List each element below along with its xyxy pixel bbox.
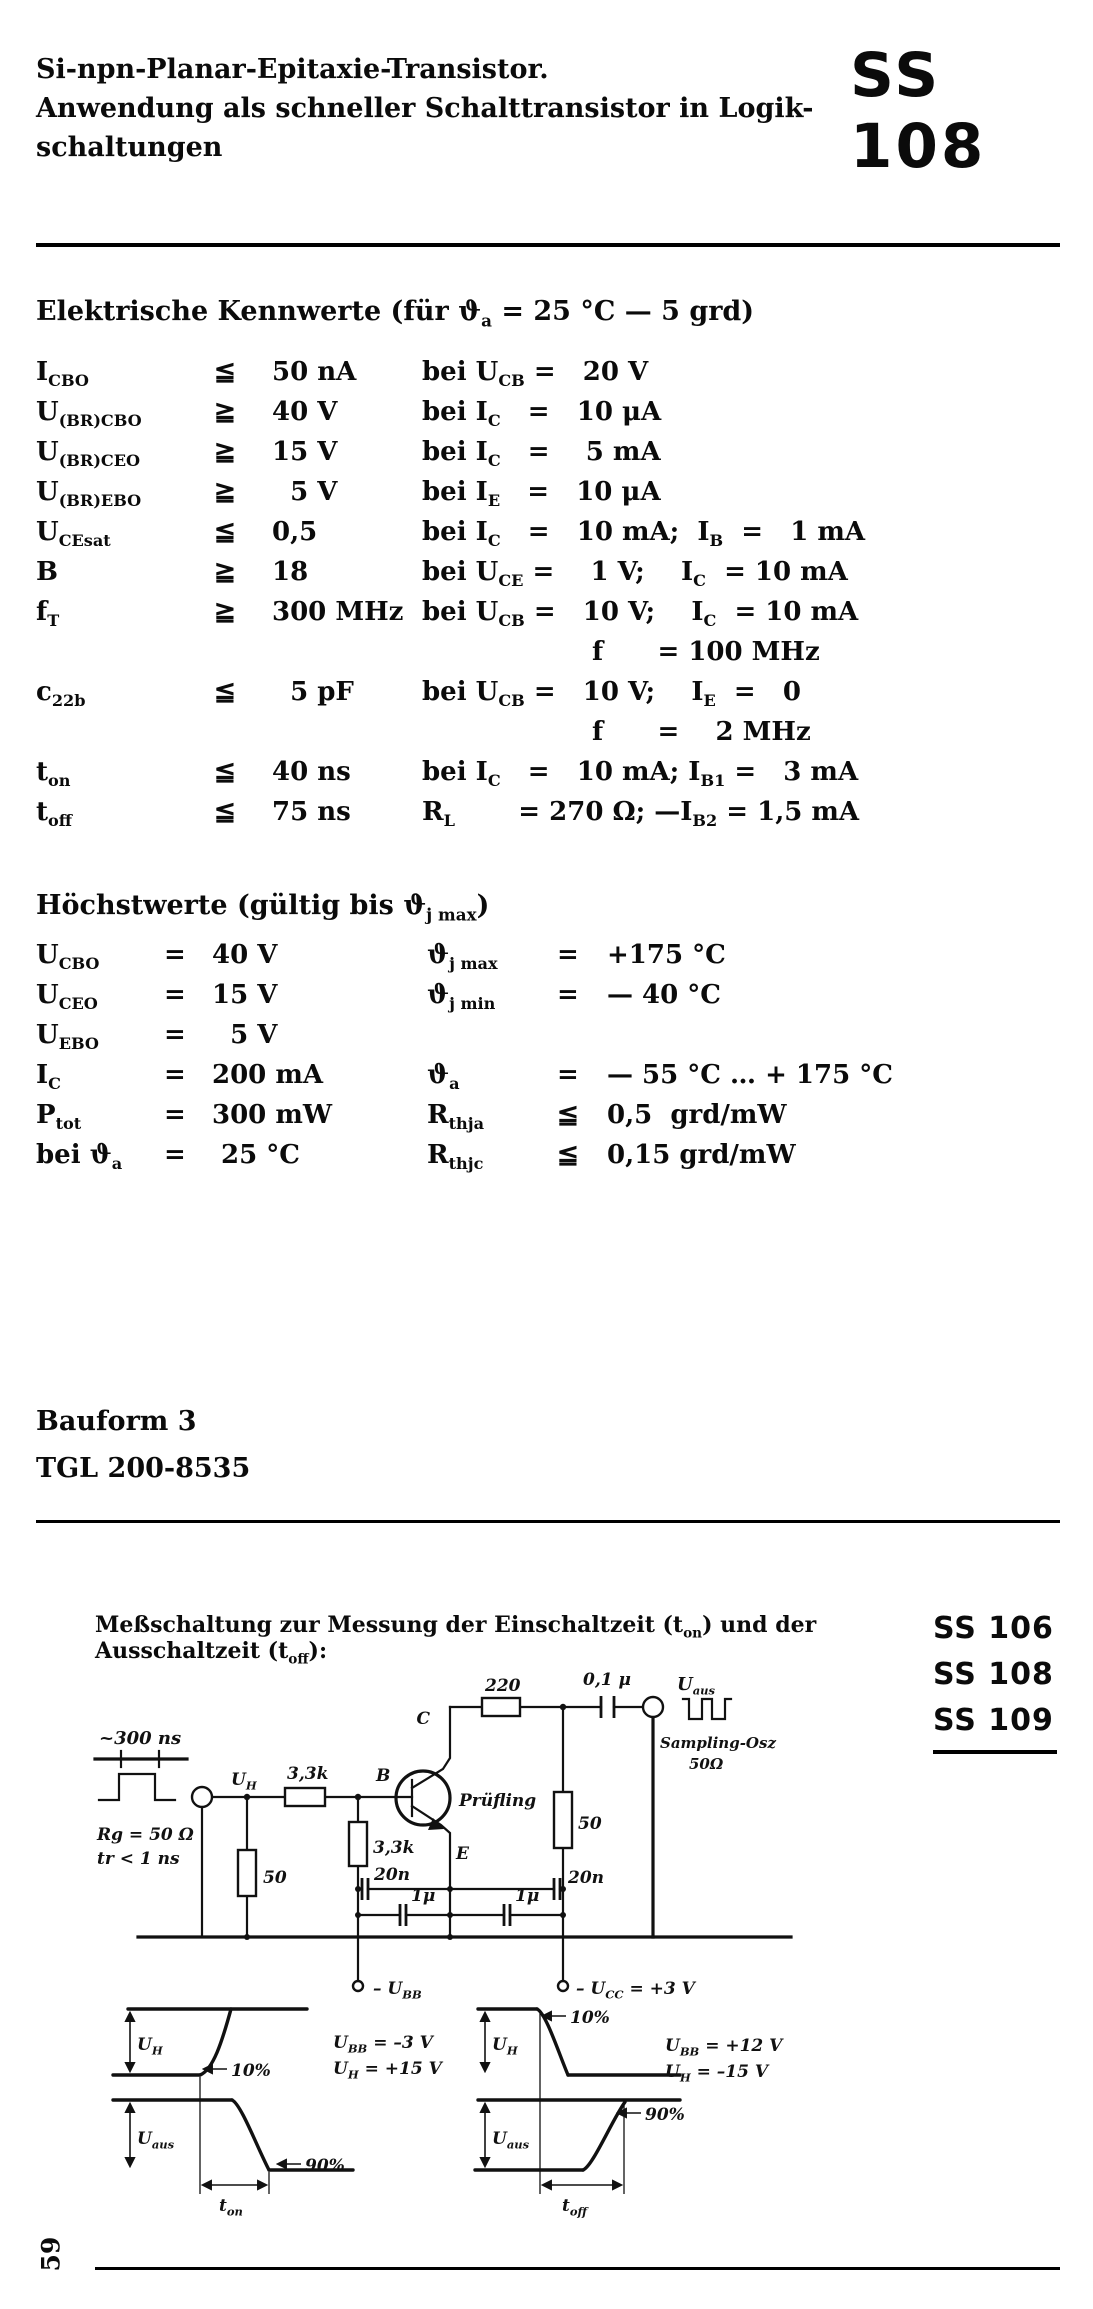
cell-rrel: ≦ bbox=[557, 1140, 579, 1170]
cell-val: 18 bbox=[272, 557, 309, 587]
resistor-50-output-label: 50 bbox=[578, 1814, 602, 1834]
resistor-220-collector bbox=[482, 1698, 520, 1716]
cell-rval: — 55 °C … + 175 °C bbox=[607, 1060, 893, 1090]
ubb-terminal bbox=[353, 1981, 363, 1991]
cell-val: 5 pF bbox=[272, 677, 354, 707]
cell-lval: 200 mA bbox=[212, 1060, 324, 1090]
variant-item: SS 108 bbox=[933, 1657, 1054, 1692]
pulse-width-label: ~300 ns bbox=[99, 1728, 182, 1749]
wf-left-uaus-label: $U_{aus}$ bbox=[137, 2129, 175, 2152]
bauform-line: TGL 200-8535 bbox=[36, 1453, 251, 1484]
cell-lsym: $U_{EBO}$ bbox=[36, 1020, 99, 1054]
cell-cond: bei $I_C$ = 5 mA bbox=[422, 437, 661, 471]
table-row bbox=[36, 632, 1046, 672]
cell-rrel: = bbox=[557, 1060, 579, 1090]
cell-rval bbox=[607, 1015, 1046, 1055]
cell-lrel: = bbox=[164, 1140, 186, 1170]
section-heading-rest: (für $ϑ_a = 25$ °C — 5 grd) bbox=[381, 296, 755, 331]
cell-cond: $R_L$ = 270 Ω; $—I_{B2} = 1,5$ mA bbox=[422, 797, 860, 831]
cell-lval: 25 °C bbox=[212, 1140, 300, 1170]
cell-val: 40 V bbox=[272, 397, 338, 427]
sampling-osz-label: Sampling-Osz bbox=[660, 1734, 776, 1752]
wf-right-uh-label: $U_H$ bbox=[492, 2035, 518, 2058]
wf-right-ubb-condition: $U_{BB} = +12$ V bbox=[665, 2036, 783, 2059]
cell-rval: — 40 °C bbox=[607, 980, 721, 1010]
cell-sym: $c_{22b}$ bbox=[36, 677, 86, 711]
cell-rel: ≧ bbox=[214, 437, 236, 467]
table-row bbox=[36, 592, 1046, 632]
cell-lrel: = bbox=[164, 1100, 186, 1130]
cell-sym: $U_{(BR)CEO}$ bbox=[36, 437, 141, 471]
table-row bbox=[36, 1055, 1046, 1095]
cell-cond: bei $I_C = 10$ μA bbox=[422, 397, 662, 431]
cell-rel: ≧ bbox=[214, 597, 236, 627]
cell-rrel: ≦ bbox=[557, 1100, 579, 1130]
cell-val: 0,5 bbox=[272, 517, 318, 547]
table-row bbox=[36, 392, 1046, 432]
cell-sym: $t_{off}$ bbox=[36, 797, 72, 831]
cell-rsym: $ϑ_{j max}$ bbox=[427, 940, 498, 974]
input-terminal bbox=[192, 1787, 212, 1807]
section-heading-rest: (gültig bis $ϑ_{j max}$) bbox=[227, 890, 490, 925]
cell-rel bbox=[214, 632, 272, 672]
table-row bbox=[36, 1135, 1046, 1175]
messchaltung-caption: Meßschaltung zur Messung der Einschaltzeit $(t_{on})$ und der Ausschaltzeit $(t_{off})$: bbox=[95, 1612, 817, 1668]
resistor-50-input bbox=[238, 1850, 256, 1896]
resistor-220-label: 220 bbox=[485, 1676, 521, 1696]
ubb-terminal-label: – $U_{BB}$ bbox=[373, 1979, 422, 2002]
cell-val: 5 V bbox=[272, 477, 338, 507]
page-title bbox=[36, 50, 816, 167]
table-row bbox=[36, 352, 1046, 392]
cell-cond: bei $I_E = 10$ μA bbox=[422, 477, 661, 511]
title-line: Anwendung als schneller Schalttransistor in Logik- bbox=[36, 93, 814, 124]
cell-lsym: $P_{tot}$ bbox=[36, 1100, 82, 1134]
cell-val bbox=[272, 712, 422, 752]
cell-rel: ≧ bbox=[214, 397, 236, 427]
cell-lsym: $I_C$ bbox=[36, 1060, 61, 1094]
capacitor-1u-left bbox=[400, 1904, 406, 1926]
cell-rsym: $R_{thja}$ bbox=[427, 1100, 485, 1134]
wf-right-uh-condition: $U_H = -15$ V bbox=[665, 2062, 769, 2085]
wf-right-90pct-label: 90% bbox=[645, 2105, 685, 2125]
capacitor-20n-right-label: 20n bbox=[568, 1868, 605, 1888]
table-row bbox=[36, 1095, 1046, 1135]
output-pulse-icon bbox=[683, 1699, 731, 1719]
rise-time-label: tr < 1 ns bbox=[97, 1849, 180, 1869]
cell-lsym: $U_{CEO}$ bbox=[36, 980, 98, 1014]
capacitor-20n-left bbox=[362, 1878, 368, 1900]
table-row bbox=[36, 792, 1046, 832]
cell-rsym: $ϑ_{j min}$ bbox=[427, 980, 496, 1014]
base-label: B bbox=[376, 1766, 391, 1786]
cell-cond: bei $U_{CB} = 10$ V; $I_C = 10$ mA bbox=[422, 597, 859, 631]
capacitor-0u1-label: 0,1 μ bbox=[583, 1670, 631, 1690]
cell-rel: ≦ bbox=[214, 797, 236, 827]
variant-item: SS 106 bbox=[933, 1611, 1054, 1646]
cell-val: 50 nA bbox=[272, 357, 357, 387]
cell-cond: bei $U_{CB} = 20$ V bbox=[422, 357, 649, 391]
cell-cond: f = 2 MHz bbox=[592, 717, 811, 747]
wf-right-uaus-label: $U_{aus}$ bbox=[492, 2129, 530, 2152]
cell-lsym: $U_{CBO}$ bbox=[36, 940, 100, 974]
cell-rel: ≦ bbox=[214, 677, 236, 707]
pruefling-label: Prüfling bbox=[459, 1791, 537, 1811]
elektrische-kennwerte-table bbox=[36, 352, 1046, 832]
resistor-50-input-label: 50 bbox=[263, 1868, 287, 1888]
capacitor-20n-right bbox=[554, 1878, 560, 1900]
generator-impedance-label: Rg = 50 Ω bbox=[97, 1825, 194, 1845]
wf-left-uh-condition: $U_H = +15$ V bbox=[333, 2059, 442, 2082]
section-heading-bold: Höchstwerte bbox=[36, 890, 228, 921]
resistor-50-output bbox=[554, 1792, 572, 1848]
cell-rel bbox=[214, 712, 272, 752]
cell-lval: 300 mW bbox=[212, 1100, 333, 1130]
footer-rule bbox=[95, 2267, 1060, 2270]
cell-rsym: $R_{thjc}$ bbox=[427, 1140, 484, 1174]
cell-rrel: = bbox=[557, 980, 579, 1010]
part-number: SS 108 bbox=[850, 40, 987, 182]
cell-lrel: = bbox=[164, 1060, 186, 1090]
cell-lval: 15 V bbox=[212, 980, 278, 1010]
toff-label: $t_{off}$ bbox=[562, 2196, 588, 2219]
wf-right-10pct-label: 10% bbox=[570, 2008, 610, 2028]
cell-rrel bbox=[557, 1015, 607, 1055]
cell-rel: ≦ bbox=[214, 357, 236, 387]
resistor-3k3-base-label: 3,3k bbox=[373, 1838, 415, 1858]
cell-sym bbox=[36, 632, 214, 672]
wf-left-ubb-condition: $U_{BB} = -3$ V bbox=[333, 2033, 433, 2056]
cell-sym: $f_T$ bbox=[36, 597, 60, 631]
cell-rel: ≧ bbox=[214, 557, 236, 587]
section-heading-hoechstwerte bbox=[36, 890, 490, 925]
capacitor-1u-right-label: 1μ bbox=[515, 1886, 540, 1906]
uaus-label: $U_{aus}$ bbox=[677, 1674, 715, 1698]
hoechstwerte-table bbox=[36, 935, 1046, 1175]
page-number: 59 bbox=[36, 2236, 66, 2272]
ucc-terminal-label: – $U_{CC} = +3$ V bbox=[576, 1979, 695, 2002]
wf-left-uh-label: $U_H$ bbox=[137, 2035, 163, 2058]
cell-sym: B bbox=[36, 557, 58, 587]
table-row bbox=[36, 512, 1046, 552]
output-terminal bbox=[643, 1697, 663, 1717]
capacitor-20n-left-label: 20n bbox=[374, 1865, 411, 1885]
sampling-impedance-label: 50Ω bbox=[689, 1755, 724, 1773]
cell-rrel: = bbox=[557, 940, 579, 970]
resistor-3k3-base bbox=[349, 1822, 367, 1866]
cell-rel: ≦ bbox=[214, 517, 236, 547]
collector-label: C bbox=[416, 1709, 430, 1729]
section-heading-elektrische bbox=[36, 296, 755, 331]
cell-rsym: $ϑ_a$ bbox=[427, 1060, 460, 1094]
table-row bbox=[36, 935, 1046, 975]
wf-left-10pct-label: 10% bbox=[231, 2061, 271, 2081]
cell-sym bbox=[36, 712, 214, 752]
cell-sym: $t_{on}$ bbox=[36, 757, 71, 791]
variant-list bbox=[933, 1606, 1054, 1744]
table-row bbox=[36, 552, 1046, 592]
transistor-under-test bbox=[396, 1771, 450, 1830]
divider-rule bbox=[36, 243, 1060, 247]
cell-sym: $U_{(BR)EBO}$ bbox=[36, 477, 142, 511]
cell-sym: $U_{CEsat}$ bbox=[36, 517, 111, 551]
section-heading-bold: Elektrische Kennwerte bbox=[36, 296, 382, 327]
ucc-terminal bbox=[558, 1981, 568, 1991]
cell-lrel: = bbox=[164, 1020, 186, 1050]
cell-cond: bei $I_C = 10$ mA; $I_{B1} = 3$ mA bbox=[422, 757, 859, 791]
cell-rsym bbox=[427, 1015, 557, 1055]
cell-val bbox=[272, 632, 422, 672]
uh-node-label: $U_H$ bbox=[231, 1770, 257, 1793]
divider-rule bbox=[36, 1520, 1060, 1523]
variant-item: SS 109 bbox=[933, 1703, 1054, 1738]
cell-sym: $U_{(BR)CBO}$ bbox=[36, 397, 142, 431]
cell-val: 75 ns bbox=[272, 797, 351, 827]
title-line: Si-npn-Planar-Epitaxie-Transistor. bbox=[36, 54, 549, 85]
bauform-line: Bauform 3 bbox=[36, 1406, 197, 1437]
cell-lrel: = bbox=[164, 980, 186, 1010]
cell-cond: bei $U_{CB} = 10$ V; $I_E = 0$ bbox=[422, 677, 801, 711]
capacitor-1u-left-label: 1μ bbox=[411, 1886, 436, 1906]
cell-cond: f = 100 MHz bbox=[592, 637, 820, 667]
input-pulse-icon bbox=[95, 1751, 187, 1800]
variant-underline bbox=[933, 1750, 1057, 1754]
bauform-note bbox=[36, 1398, 250, 1492]
resistor-3k3-series bbox=[285, 1788, 325, 1806]
cell-val: 300 MHz bbox=[272, 597, 404, 627]
cell-lrel: = bbox=[164, 940, 186, 970]
title-line: schaltungen bbox=[36, 132, 223, 163]
resistor-3k3-series-label: 3,3k bbox=[287, 1764, 329, 1784]
cell-rel: ≧ bbox=[214, 477, 236, 507]
cell-val: 40 ns bbox=[272, 757, 351, 787]
table-row bbox=[36, 752, 1046, 792]
table-row bbox=[36, 975, 1046, 1015]
cell-val: 15 V bbox=[272, 437, 338, 467]
wf-left-90pct-label: 90% bbox=[305, 2156, 345, 2176]
emitter-label: E bbox=[456, 1844, 469, 1864]
cell-lval: 5 V bbox=[212, 1020, 278, 1050]
cell-lval: 40 V bbox=[212, 940, 278, 970]
cell-cond: bei $U_{CE}$ = 1 V; $I_C = 10$ mA bbox=[422, 557, 848, 591]
capacitor-1u-right bbox=[504, 1904, 510, 1926]
cell-rval: 0,5 grd/mW bbox=[607, 1100, 787, 1130]
table-row bbox=[36, 1015, 1046, 1055]
table-row bbox=[36, 472, 1046, 512]
table-row bbox=[36, 712, 1046, 752]
cell-lsym: bei $ϑ_a$ bbox=[36, 1140, 123, 1174]
table-row bbox=[36, 672, 1046, 712]
test-circuit-figure bbox=[85, 1652, 870, 2232]
cell-cond: bei $I_C = 10$ mA; $I_B = 1$ mA bbox=[422, 517, 866, 551]
cell-rval: +175 °C bbox=[607, 940, 726, 970]
ton-label: $t_{on}$ bbox=[219, 2196, 243, 2219]
capacitor-0u1-coupling bbox=[601, 1696, 614, 1718]
cell-rel: ≦ bbox=[214, 757, 236, 787]
table-row bbox=[36, 432, 1046, 472]
cell-sym: $I_{CBO}$ bbox=[36, 357, 89, 391]
cell-rval: 0,15 grd/mW bbox=[607, 1140, 796, 1170]
